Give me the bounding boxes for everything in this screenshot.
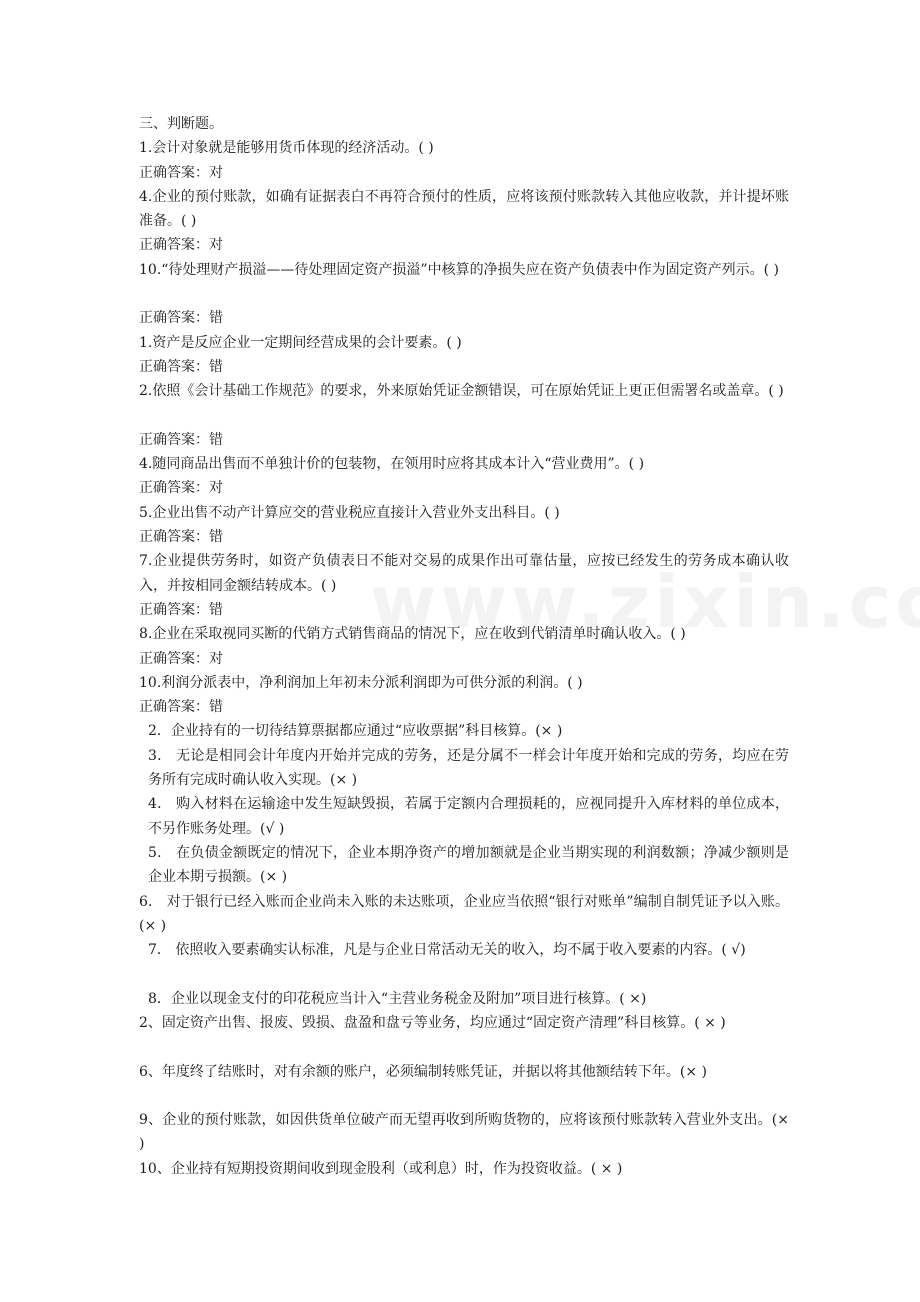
answer-line: 正确答案：错: [139, 358, 223, 375]
question-line: 8.企业在采取视同买断的代销方式销售商品的情况下，应在收到代销清单时确认收入。( ): [139, 626, 686, 643]
answer-line: 正确答案：对: [139, 650, 223, 667]
statement-line: 10、企业持有短期投资期间收到现金股利（或利息）时，作为投资收益。( × ): [139, 1160, 623, 1177]
statement-line: 6、年度终了结账时，对有余额的账户，必须编制转账凭证，并据以将其他额结转下年。(× ): [139, 1063, 708, 1080]
question-line: 4.企业的预付账款，如确有证据表白不再符合预付的性质，应将该预付账款转入其他应收款，并计提坏账准备。( ): [139, 188, 789, 230]
answer-line: 正确答案：对: [139, 237, 223, 254]
answer-line: 正确答案：错: [139, 529, 223, 546]
answer-line: 正确答案：错: [139, 310, 223, 327]
statement-line: 3． 无论是相同会计年度内开始并完成的劳务，还是分属不一样会计年度开始和完成的劳务，均应在劳务所有完成时确认收入实现。(× ): [148, 747, 789, 789]
statement-line: 9、企业的预付账款，如因供货单位破产而无望再收到所购货物的，应将该预付账款转入营业外支出。(× ): [139, 1112, 789, 1153]
statement-line: 7． 依照收入要素确实认标准，凡是与企业日常活动无关的收入，均不属于收入要素的内容。( √): [148, 942, 746, 959]
statement-line: 4． 购入材料在运输途中发生短缺毁损，若属于定额内合理损耗的，应视同提升入库材料的单位成本，不另作账务处理。(√ ): [148, 796, 789, 837]
question-line: 1.资产是反应企业一定期间经营成果的会计要素。( ): [139, 334, 462, 351]
statement-line: 2．企业持有的一切待结算票据都应通过“应收票据”科目核算。(× ): [148, 723, 563, 740]
question-line: 10.利润分派表中，净利润加上年初未分派利润即为可供分派的利润。( ): [139, 674, 583, 691]
answer-line: 正确答案：对: [139, 164, 223, 181]
question-line: 7.企业提供劳务时，如资产负债表日不能对交易的成果作出可靠估量，应按已经发生的劳务成本确认收入，并按相同金额结转成本。( ): [139, 553, 789, 594]
statement-line: 8．企业以现金支付的印花税应当计入“主营业务税金及附加”项目进行核算。( ×): [148, 990, 647, 1007]
question-line: 5.企业出售不动产计算应交的营业税应直接计入营业外支出科目。( ): [139, 504, 560, 521]
statement-line: 5． 在负债金额既定的情况下，企业本期净资产的增加额就是企业当期实现的利润数额；净减少额则是企业本期亏损额。(× ): [148, 844, 789, 886]
statement-line: 2、固定资产出售、报废、毁损、盘盈和盘亏等业务，均应通过“固定资产清理”科目核算。( × ): [139, 1014, 726, 1031]
question-line: 10.“待处理财产损溢——待处理固定资产损溢”中核算的净损失应在资产负债表中作为固定资产列示。( ): [139, 261, 779, 278]
answer-line: 正确答案：错: [139, 431, 223, 448]
question-line: 4.随同商品出售而不单独计价的包装物，在领用时应将其成本计入“营业费用”。( ): [139, 456, 645, 473]
answer-line: 正确答案：对: [139, 480, 223, 497]
section-title: 三、判断题。: [139, 116, 223, 132]
statement-line: 6． 对于银行已经入账而企业尚未入账的未达账项，企业应当依照“银行对账单”编制自制凭证予以入账。(× ): [139, 893, 789, 934]
answer-line: 正确答案：错: [139, 601, 223, 618]
answer-line: 正确答案：错: [139, 699, 223, 716]
question-line: 2.依照《会计基础工作规范》的要求，外来原始凭证金额错误，可在原始凭证上更正但需署名或盖章。( ): [139, 383, 784, 400]
document-body: [139, 112, 789, 1181]
question-line: 1.会计对象就是能够用货币体现的经济活动。( ): [139, 140, 434, 157]
